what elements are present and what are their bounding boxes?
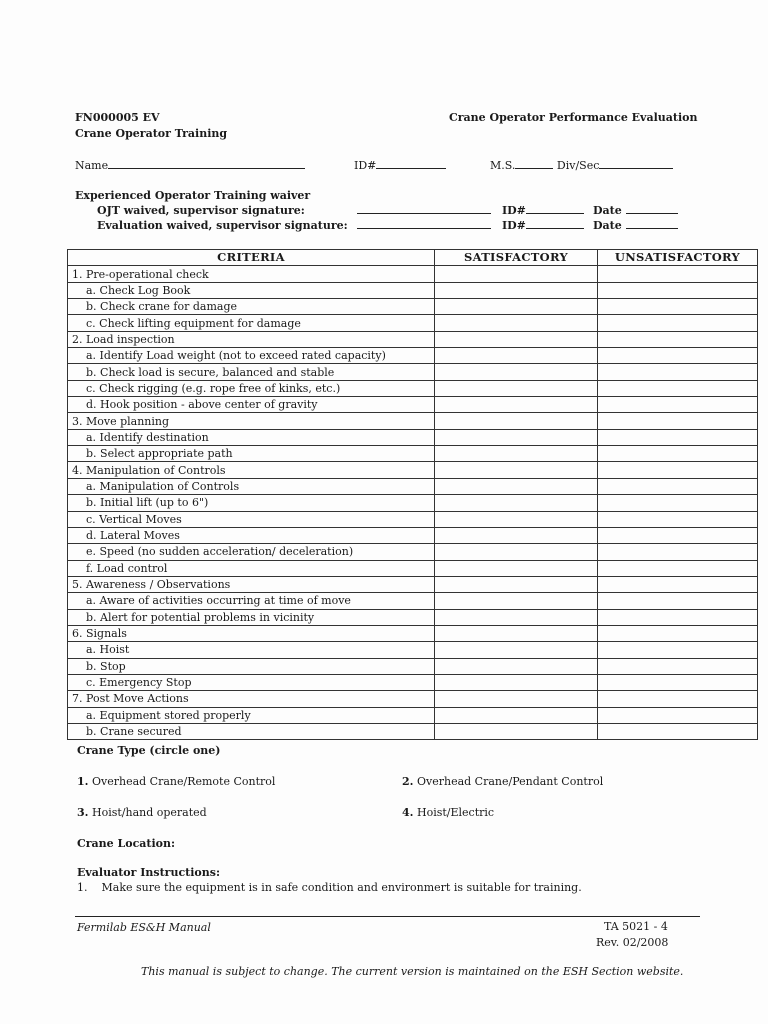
satisfactory-cell[interactable] [435, 495, 598, 511]
crane-type-option-label: Overhead Crane/Pendant Control [416, 775, 604, 788]
ms-label: M.S. [490, 159, 516, 172]
criteria-subitem: a. Identify destination [68, 429, 435, 445]
criteria-subitem: c. Check lifting equipment for damage [68, 315, 435, 331]
satisfactory-cell[interactable] [435, 707, 598, 723]
satisfactory-cell[interactable] [435, 315, 598, 331]
ojt-id-field[interactable] [502, 204, 584, 217]
ms-blank[interactable] [515, 159, 553, 169]
unsatisfactory-cell[interactable] [598, 397, 758, 413]
satisfactory-cell[interactable] [435, 658, 598, 674]
criteria-subitem: a. Equipment stored properly [68, 707, 435, 723]
criteria-section: 1. Pre-operational check [68, 266, 435, 282]
ojt-waiver-label: OJT waived, supervisor signature: [97, 204, 305, 217]
unsatisfactory-cell[interactable] [598, 478, 758, 494]
satisfactory-cell[interactable] [435, 380, 598, 396]
ojt-date-field[interactable] [593, 204, 678, 217]
crane-type-option-label: Hoist/Electric [416, 806, 495, 819]
crane-type-option-number: 2. [402, 775, 414, 788]
unsatisfactory-cell[interactable] [598, 723, 758, 739]
criteria-row [68, 315, 758, 331]
crane-type-option-number: 1. [77, 775, 89, 788]
satisfactory-cell[interactable] [435, 544, 598, 560]
footer-notice: This manual is subject to change. The current version is maintained on the ESH Section website. [141, 965, 684, 978]
criteria-header: CRITERIA [68, 250, 435, 266]
waiver-title: Experienced Operator Training waiver [75, 189, 311, 202]
unsatisfactory-cell[interactable] [598, 544, 758, 560]
criteria-row [68, 380, 758, 396]
unsatisfactory-cell[interactable] [598, 658, 758, 674]
criteria-section: 3. Move planning [68, 413, 435, 429]
criteria-subitem: b. Initial lift (up to 6") [68, 495, 435, 511]
satisfactory-cell[interactable] [435, 674, 598, 690]
instruction-number: 1. [77, 881, 88, 894]
ojt-date-blank[interactable] [626, 204, 678, 214]
unsatisfactory-cell[interactable] [598, 282, 758, 298]
criteria-row [68, 642, 758, 658]
crane-type-option-4[interactable] [402, 806, 494, 819]
unsatisfactory-cell[interactable] [598, 413, 758, 429]
criteria-subitem: e. Speed (no sudden acceleration/ deceleration) [68, 544, 435, 560]
satisfactory-cell[interactable] [435, 299, 598, 315]
criteria-row [68, 282, 758, 298]
satisfactory-cell[interactable] [435, 266, 598, 282]
satisfactory-cell[interactable] [435, 527, 598, 543]
criteria-row [68, 560, 758, 576]
unsatisfactory-cell[interactable] [598, 315, 758, 331]
criteria-row [68, 527, 758, 543]
criteria-section: 7. Post Move Actions [68, 691, 435, 707]
footer-revision: Rev. 02/2008 [596, 936, 669, 949]
unsatisfactory-cell[interactable] [598, 707, 758, 723]
eval-date-blank[interactable] [626, 219, 678, 229]
criteria-subitem: b. Check load is secure, balanced and stable [68, 364, 435, 380]
divsec-blank[interactable] [599, 159, 673, 169]
criteria-row [68, 511, 758, 527]
id-field[interactable] [354, 159, 446, 172]
criteria-row [68, 691, 758, 707]
criteria-subitem: b. Alert for potential problems in vicinity [68, 609, 435, 625]
criteria-row [68, 674, 758, 690]
satisfactory-cell[interactable] [435, 576, 598, 592]
name-field[interactable] [75, 159, 305, 172]
form-id: FN000005 EV [75, 111, 160, 124]
criteria-row [68, 609, 758, 625]
criteria-row [68, 299, 758, 315]
criteria-subitem: a. Hoist [68, 642, 435, 658]
satisfactory-cell[interactable] [435, 429, 598, 445]
criteria-row [68, 625, 758, 641]
criteria-row [68, 364, 758, 380]
criteria-subitem: a. Aware of activities occurring at time of move [68, 593, 435, 609]
crane-type-option-number: 3. [77, 806, 89, 819]
unsatisfactory-cell[interactable] [598, 299, 758, 315]
satisfactory-cell[interactable] [435, 609, 598, 625]
satisfactory-header: SATISFACTORY [435, 250, 598, 266]
unsatisfactory-cell[interactable] [598, 625, 758, 641]
footer-manual: Fermilab ES&H Manual [77, 921, 211, 934]
criteria-row [68, 331, 758, 347]
criteria-subitem: a. Manipulation of Controls [68, 478, 435, 494]
satisfactory-cell[interactable] [435, 723, 598, 739]
crane-type-option-2[interactable] [402, 775, 603, 788]
criteria-subitem: b. Crane secured [68, 723, 435, 739]
satisfactory-cell[interactable] [435, 413, 598, 429]
document-title: Crane Operator Performance Evaluation [449, 111, 698, 124]
criteria-row [68, 266, 758, 282]
crane-location-label: Crane Location: [77, 837, 176, 850]
satisfactory-cell[interactable] [435, 462, 598, 478]
criteria-row [68, 576, 758, 592]
criteria-section: 2. Load inspection [68, 331, 435, 347]
criteria-row [68, 348, 758, 364]
instruction-item [77, 881, 582, 894]
criteria-row [68, 658, 758, 674]
divsec-label: Div/Sec [556, 159, 600, 172]
crane-type-option-1[interactable] [77, 775, 275, 788]
criteria-row [68, 397, 758, 413]
criteria-subitem: a. Identify Load weight (not to exceed rated capacity) [68, 348, 435, 364]
satisfactory-cell[interactable] [435, 446, 598, 462]
criteria-subitem: b. Check crane for damage [68, 299, 435, 315]
unsatisfactory-cell[interactable] [598, 331, 758, 347]
unsatisfactory-cell[interactable] [598, 674, 758, 690]
crane-type-option-number: 4. [402, 806, 414, 819]
criteria-subitem: a. Check Log Book [68, 282, 435, 298]
name-label: Name [75, 159, 109, 172]
unsatisfactory-cell[interactable] [598, 691, 758, 707]
eval-id-blank[interactable] [526, 219, 584, 229]
name-blank[interactable] [108, 159, 305, 169]
satisfactory-cell[interactable] [435, 560, 598, 576]
unsatisfactory-cell[interactable] [598, 495, 758, 511]
unsatisfactory-header: UNSATISFACTORY [598, 250, 758, 266]
unsatisfactory-cell[interactable] [598, 642, 758, 658]
satisfactory-cell[interactable] [435, 691, 598, 707]
unsatisfactory-cell[interactable] [598, 593, 758, 609]
eval-date-label: Date [593, 219, 622, 232]
ojt-signature-blank[interactable] [357, 204, 491, 214]
criteria-row [68, 429, 758, 445]
satisfactory-cell[interactable] [435, 478, 598, 494]
criteria-row [68, 495, 758, 511]
criteria-subitem: b. Stop [68, 658, 435, 674]
unsatisfactory-cell[interactable] [598, 364, 758, 380]
criteria-table [67, 249, 758, 740]
satisfactory-cell[interactable] [435, 511, 598, 527]
unsatisfactory-cell[interactable] [598, 609, 758, 625]
satisfactory-cell[interactable] [435, 625, 598, 641]
criteria-row [68, 462, 758, 478]
crane-type-option-label: Hoist/hand operated [91, 806, 207, 819]
evaluator-instructions-title: Evaluator Instructions: [77, 866, 221, 879]
criteria-subitem: f. Load control [68, 560, 435, 576]
satisfactory-cell[interactable] [435, 331, 598, 347]
form-subtitle: Crane Operator Training [75, 127, 228, 140]
satisfactory-cell[interactable] [435, 642, 598, 658]
eval-signature-blank[interactable] [357, 219, 491, 229]
unsatisfactory-cell[interactable] [598, 348, 758, 364]
criteria-section: 6. Signals [68, 625, 435, 641]
id-blank[interactable] [376, 159, 446, 169]
criteria-section: 4. Manipulation of Controls [68, 462, 435, 478]
ms-field[interactable] [490, 159, 673, 172]
unsatisfactory-cell[interactable] [598, 429, 758, 445]
criteria-row [68, 446, 758, 462]
footer-divider [75, 916, 700, 917]
criteria-subitem: d. Hook position - above center of gravity [68, 397, 435, 413]
criteria-section: 5. Awareness / Observations [68, 576, 435, 592]
criteria-subitem: c. Emergency Stop [68, 674, 435, 690]
eval-date-field[interactable] [593, 219, 678, 232]
unsatisfactory-cell[interactable] [598, 527, 758, 543]
ojt-date-label: Date [593, 204, 622, 217]
criteria-row [68, 544, 758, 560]
criteria-subitem: d. Lateral Moves [68, 527, 435, 543]
instruction-text: Make sure the equipment is in safe condition and environmert is suitable for training. [101, 881, 582, 894]
unsatisfactory-cell[interactable] [598, 462, 758, 478]
crane-type-option-3[interactable] [77, 806, 207, 819]
unsatisfactory-cell[interactable] [598, 446, 758, 462]
unsatisfactory-cell[interactable] [598, 380, 758, 396]
unsatisfactory-cell[interactable] [598, 511, 758, 527]
eval-waiver-label: Evaluation waived, supervisor signature: [97, 219, 348, 232]
eval-id-field[interactable] [502, 219, 584, 232]
criteria-subitem: b. Select appropriate path [68, 446, 435, 462]
crane-type-option-label: Overhead Crane/Remote Control [91, 775, 276, 788]
satisfactory-cell[interactable] [435, 364, 598, 380]
unsatisfactory-cell[interactable] [598, 266, 758, 282]
satisfactory-cell[interactable] [435, 348, 598, 364]
unsatisfactory-cell[interactable] [598, 560, 758, 576]
criteria-subitem: c. Check rigging (e.g. rope free of kinks, etc.) [68, 380, 435, 396]
ojt-id-blank[interactable] [526, 204, 584, 214]
criteria-row [68, 478, 758, 494]
ojt-id-label: ID# [502, 204, 526, 217]
unsatisfactory-cell[interactable] [598, 576, 758, 592]
id-label: ID# [354, 159, 377, 172]
criteria-table-header [68, 250, 758, 266]
satisfactory-cell[interactable] [435, 593, 598, 609]
satisfactory-cell[interactable] [435, 282, 598, 298]
eval-id-label: ID# [502, 219, 526, 232]
criteria-row [68, 707, 758, 723]
criteria-subitem: c. Vertical Moves [68, 511, 435, 527]
criteria-row [68, 593, 758, 609]
criteria-row [68, 723, 758, 739]
crane-type-title: Crane Type (circle one) [77, 744, 221, 757]
satisfactory-cell[interactable] [435, 397, 598, 413]
footer-ta-number: TA 5021 - 4 [604, 920, 668, 933]
criteria-row [68, 413, 758, 429]
